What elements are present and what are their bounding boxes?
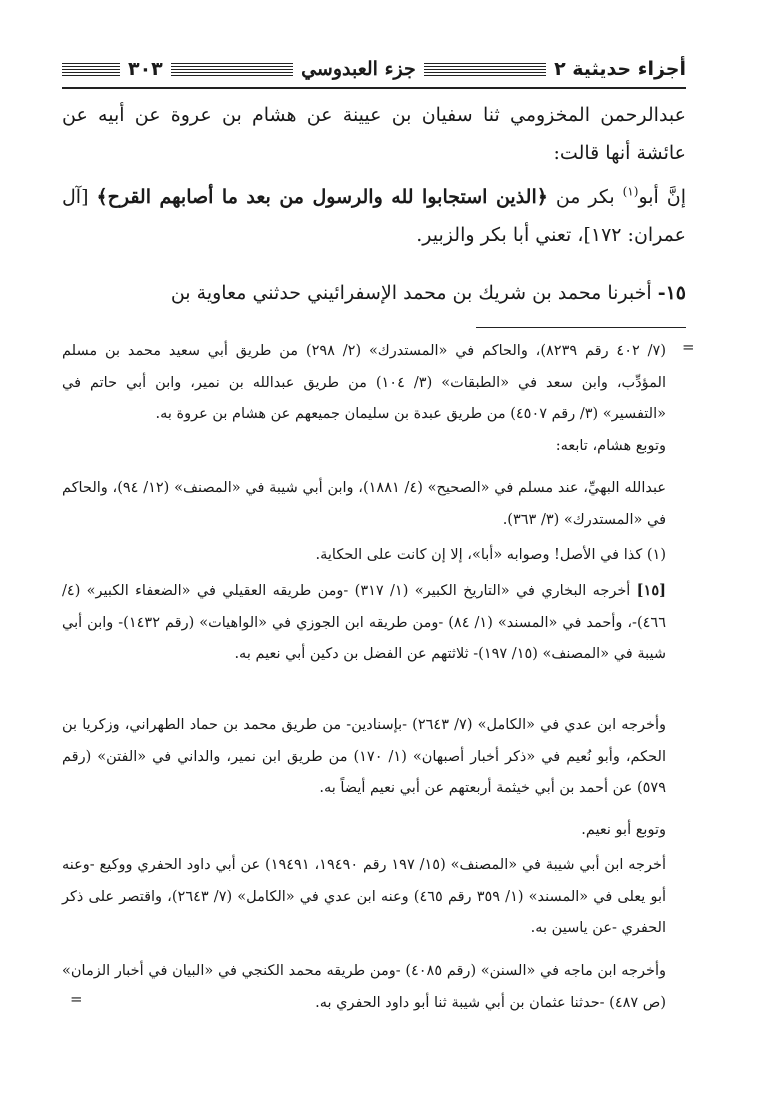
header-ornament-rule (424, 63, 546, 76)
footnote-label: [١٥] (636, 582, 666, 599)
footnote-body: أخرجه البخاري في «التاريخ الكبير» (١/ ٣١٧) -ومن طريقه العقيلي في «الضعفاء الكبير» (٤/ ٤٦٦)-، وأحمد في «المسند» (١/ ٨٤) -ومن طريقه ابن الجوزي في «الواهيات» (رقم ١٤٣٢)- وابن أبي شيبة في «المصنف» (١٥/ ١٩٧)- ثلاثتهم عن الفضل بن دكين أبي نعيم به. (62, 583, 666, 662)
footnote-separator (476, 327, 686, 328)
footnote-text: وأخرجه ابن ماجه في «السنن» (رقم ٤٠٨٥) -ومن طريقه محمد الكنجي في «البيان في أخبار الزمان» (ص ٤٨٧) -حدثنا عثمان بن أبي شيبة ثنا أبو داود الحفري به. (62, 963, 666, 1011)
page-number: ٣٠٣ (127, 58, 163, 80)
footnote-text: وأخرجه ابن عدي في «الكامل» (٧/ ٢٦٤٣) -بإسنادين- من طريق محمد بن حماد الطهراني، وزكريا بن الحكم، وأبو نُعيم في «ذكر أخبار أصبهان» (١/ ١٧٠) من طريق ابن نمير، والداني في «الفتن» (رقم ٥٧٩) عن أحمد بن أبي خيثمة أربعتهم عن أبي نعيم أيضاً به. (62, 717, 666, 796)
header-divider (62, 87, 686, 89)
continuation-mark: = (682, 338, 695, 356)
header-ornament-rule-end (62, 63, 120, 76)
footnote-block-3 (62, 473, 686, 536)
footnote-text: عبدالله البهيِّ، عند مسلم في «الصحيح» (٤/ ١٨٨١)، وابن أبي شيبة في «المصنف» (١٢/ ٩٤)، والحاكم في «المستدرك» (٣/ ٣٦٣). (62, 480, 666, 528)
footnote-block-1 (62, 336, 686, 431)
footnote-text: وتوبع أبو نعيم. (581, 822, 666, 838)
footnote-block-9 (62, 956, 686, 1019)
main-text-start: إنَّ أبو (638, 186, 686, 208)
footnote-text (62, 575, 686, 671)
book-title: أجزاء حديثية ٢ (554, 58, 686, 80)
part-title: جزء العبدوسي (301, 58, 416, 80)
footnote-block-7 (62, 815, 686, 847)
main-paragraph-1 (62, 96, 686, 172)
hadith-text: أخبرنا محمد بن شريك بن محمد الإسفرائيني حدثني معاوية بن (170, 282, 658, 304)
main-text (62, 178, 686, 254)
footnote-text: وتوبع هشام، تابعه: (555, 438, 666, 454)
footnote-text: (١) كذا في الأصل! وصوابه «أبا»، إلا إن كانت على الحكاية. (315, 547, 666, 563)
main-paragraph-2 (62, 178, 686, 254)
footnote-block-4 (62, 540, 686, 572)
header-ornament-rule-middle (171, 63, 293, 76)
main-text-end: [آل عمران: ١٧٢]، تعني أبا بكر والزبير. (62, 186, 686, 246)
footnote-text: (٧/ ٤٠٢ رقم ٨٢٣٩)، والحاكم في «المستدرك» (٢/ ٢٩٨) من طريق أبي سعيد محمد بن مسلم المؤدِّب، وابن سعد في «الطبقات» (٣/ ١٠٤) من طريق عبدالله بن نمير، وابن أبي حاتم في «التفسير» (٣/ رقم ٤٥٠٧) من طريق عبدة بن سليمان جميعهم عن هشام بن عروة به. (62, 343, 666, 422)
footnote-block-8 (62, 850, 686, 945)
main-text (62, 274, 686, 312)
footnote-block-6 (62, 710, 686, 805)
footnote-marker: (١) (622, 184, 639, 199)
hadith-15 (62, 274, 686, 312)
main-text-mid: بكر من (547, 186, 623, 208)
footnote-block-2 (62, 431, 686, 463)
running-header (62, 52, 686, 86)
footnote-block-5 (62, 575, 686, 671)
footnote-text: أخرجه ابن أبي شيبة في «المصنف» (١٥/ ١٩٧ رقم ١٩٤٩٠، ١٩٤٩١) عن أبي داود الحفري ووكيع -وعنه أبو يعلى في «المسند» (١/ ٣٥٩ رقم ٤٦٥) وعنه ابن عدي في «الكامل» (٧/ ٢٦٤٣)، واقتصر على ذكر الحفري -عن ياسين به. (62, 857, 667, 936)
quran-verse: ﴿الذين استجابوا لله والرسول من بعد ما أصابهم القرح﴾ (96, 186, 548, 208)
hadith-number: ١٥- (657, 282, 686, 304)
main-text: عبدالرحمن المخزومي ثنا سفيان بن عيينة عن هشام بن عروة عن أبيه عن عائشة أنها قالت: (62, 104, 686, 164)
continuation-mark-end: = (70, 990, 83, 1008)
